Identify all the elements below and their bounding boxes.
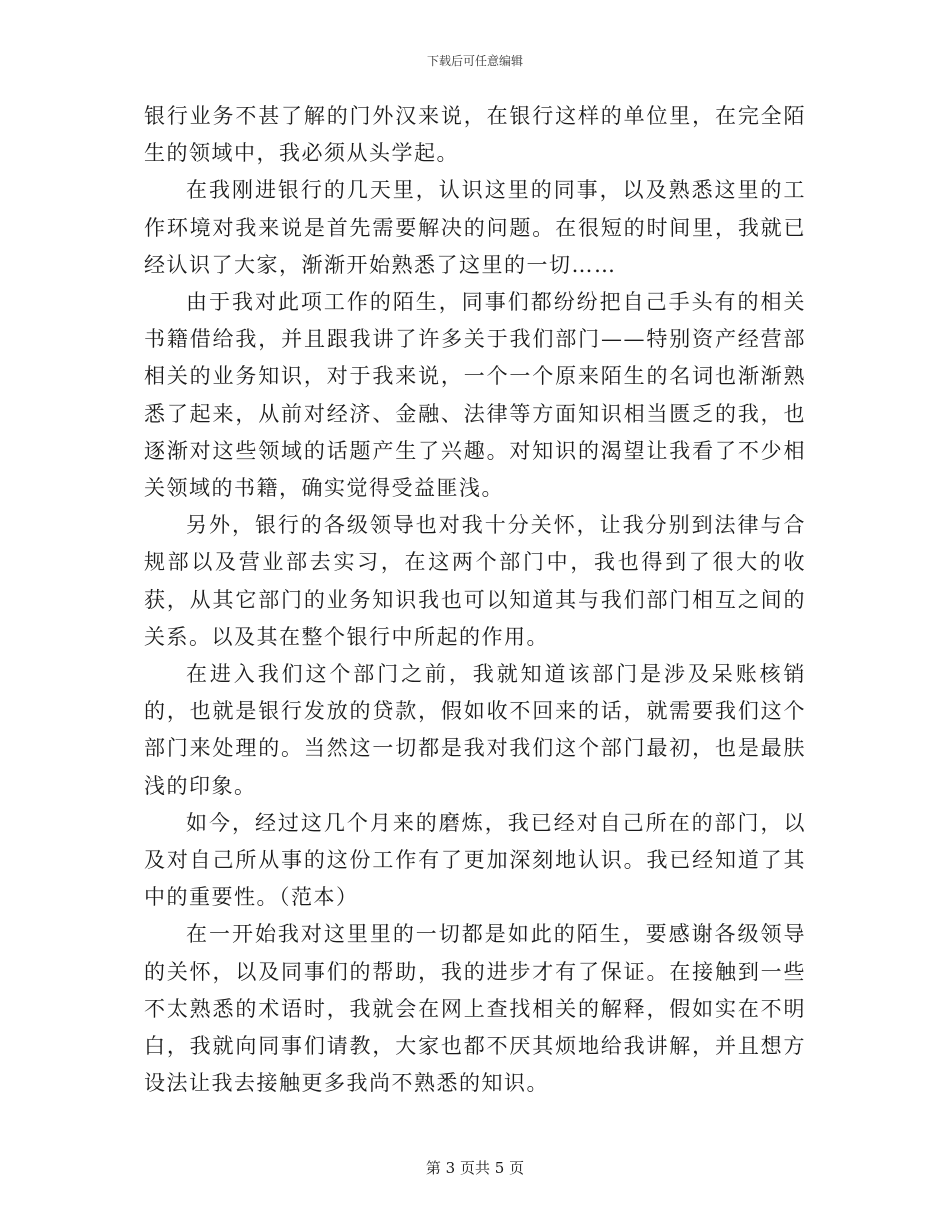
paragraph: 另外，银行的各级领导也对我十分关怀，让我分别到法律与合规部以及营业部去实习，在这两个部门中，我也得到了很大的收获，从其它部门的业务知识我也可以知道其与我们部门相互之间的关系。以及其在整个银行中所起的作用。 [144,513,806,649]
page-number: 第 3 页共 5 页 [425,1159,525,1177]
page-header: 下载后可任意编辑 [426,54,523,68]
paragraph: 在一开始我对这里里的一切都是如此的陌生，要感谢各级领导的关怀，以及同事们的帮助，我的进步才有了保证。在接触到一些不太熟悉的术语时，我就会在网上查找相关的解释，假如实在不明白，我就向同事们请教，大家也都不厌其烦地给我讲解，并且想方设法让我去接触更多我尚不熟悉的知识。 [144,922,806,1096]
paragraph: 由于我对此项工作的陌生，同事们都纷纷把自己手头有的相关书籍借给我，并且跟我讲了许多关于我们部门——特别资产经营部相关的业务知识，对于我来说，一个一个原来陌生的名词也渐渐熟悉了起来，从前对经济、金融、法律等方面知识相当匮乏的我，也逐渐对这些领域的话题产生了兴趣。对知识的渴望让我看了不少相关领域的书籍，确实觉得受益匪浅。 [144,290,806,501]
paragraph: 在进入我们这个部门之前，我就知道该部门是涉及呆账核销的，也就是银行发放的贷款，假如收不回来的话，就需要我们这个部门来处理的。当然这一切都是我对我们这个部门最初，也是最肤浅的印象。 [144,662,806,798]
document-body [144,98,806,1102]
paragraph: 银行业务不甚了解的门外汉来说，在银行这样的单位里，在完全陌生的领域中，我必须从头学起。 [144,104,806,166]
paragraph: 在我刚进银行的几天里，认识这里的同事，以及熟悉这里的工作环境对我来说是首先需要解决的问题。在很短的时间里，我就已经认识了大家，渐渐开始熟悉了这里的一切…… [144,178,806,277]
paragraph: 如今，经过这几个月来的磨炼，我已经对自己所在的部门，以及对自己所从事的这份工作有了更加深刻地认识。我已经知道了其中的重要性。（范本） [144,810,806,910]
